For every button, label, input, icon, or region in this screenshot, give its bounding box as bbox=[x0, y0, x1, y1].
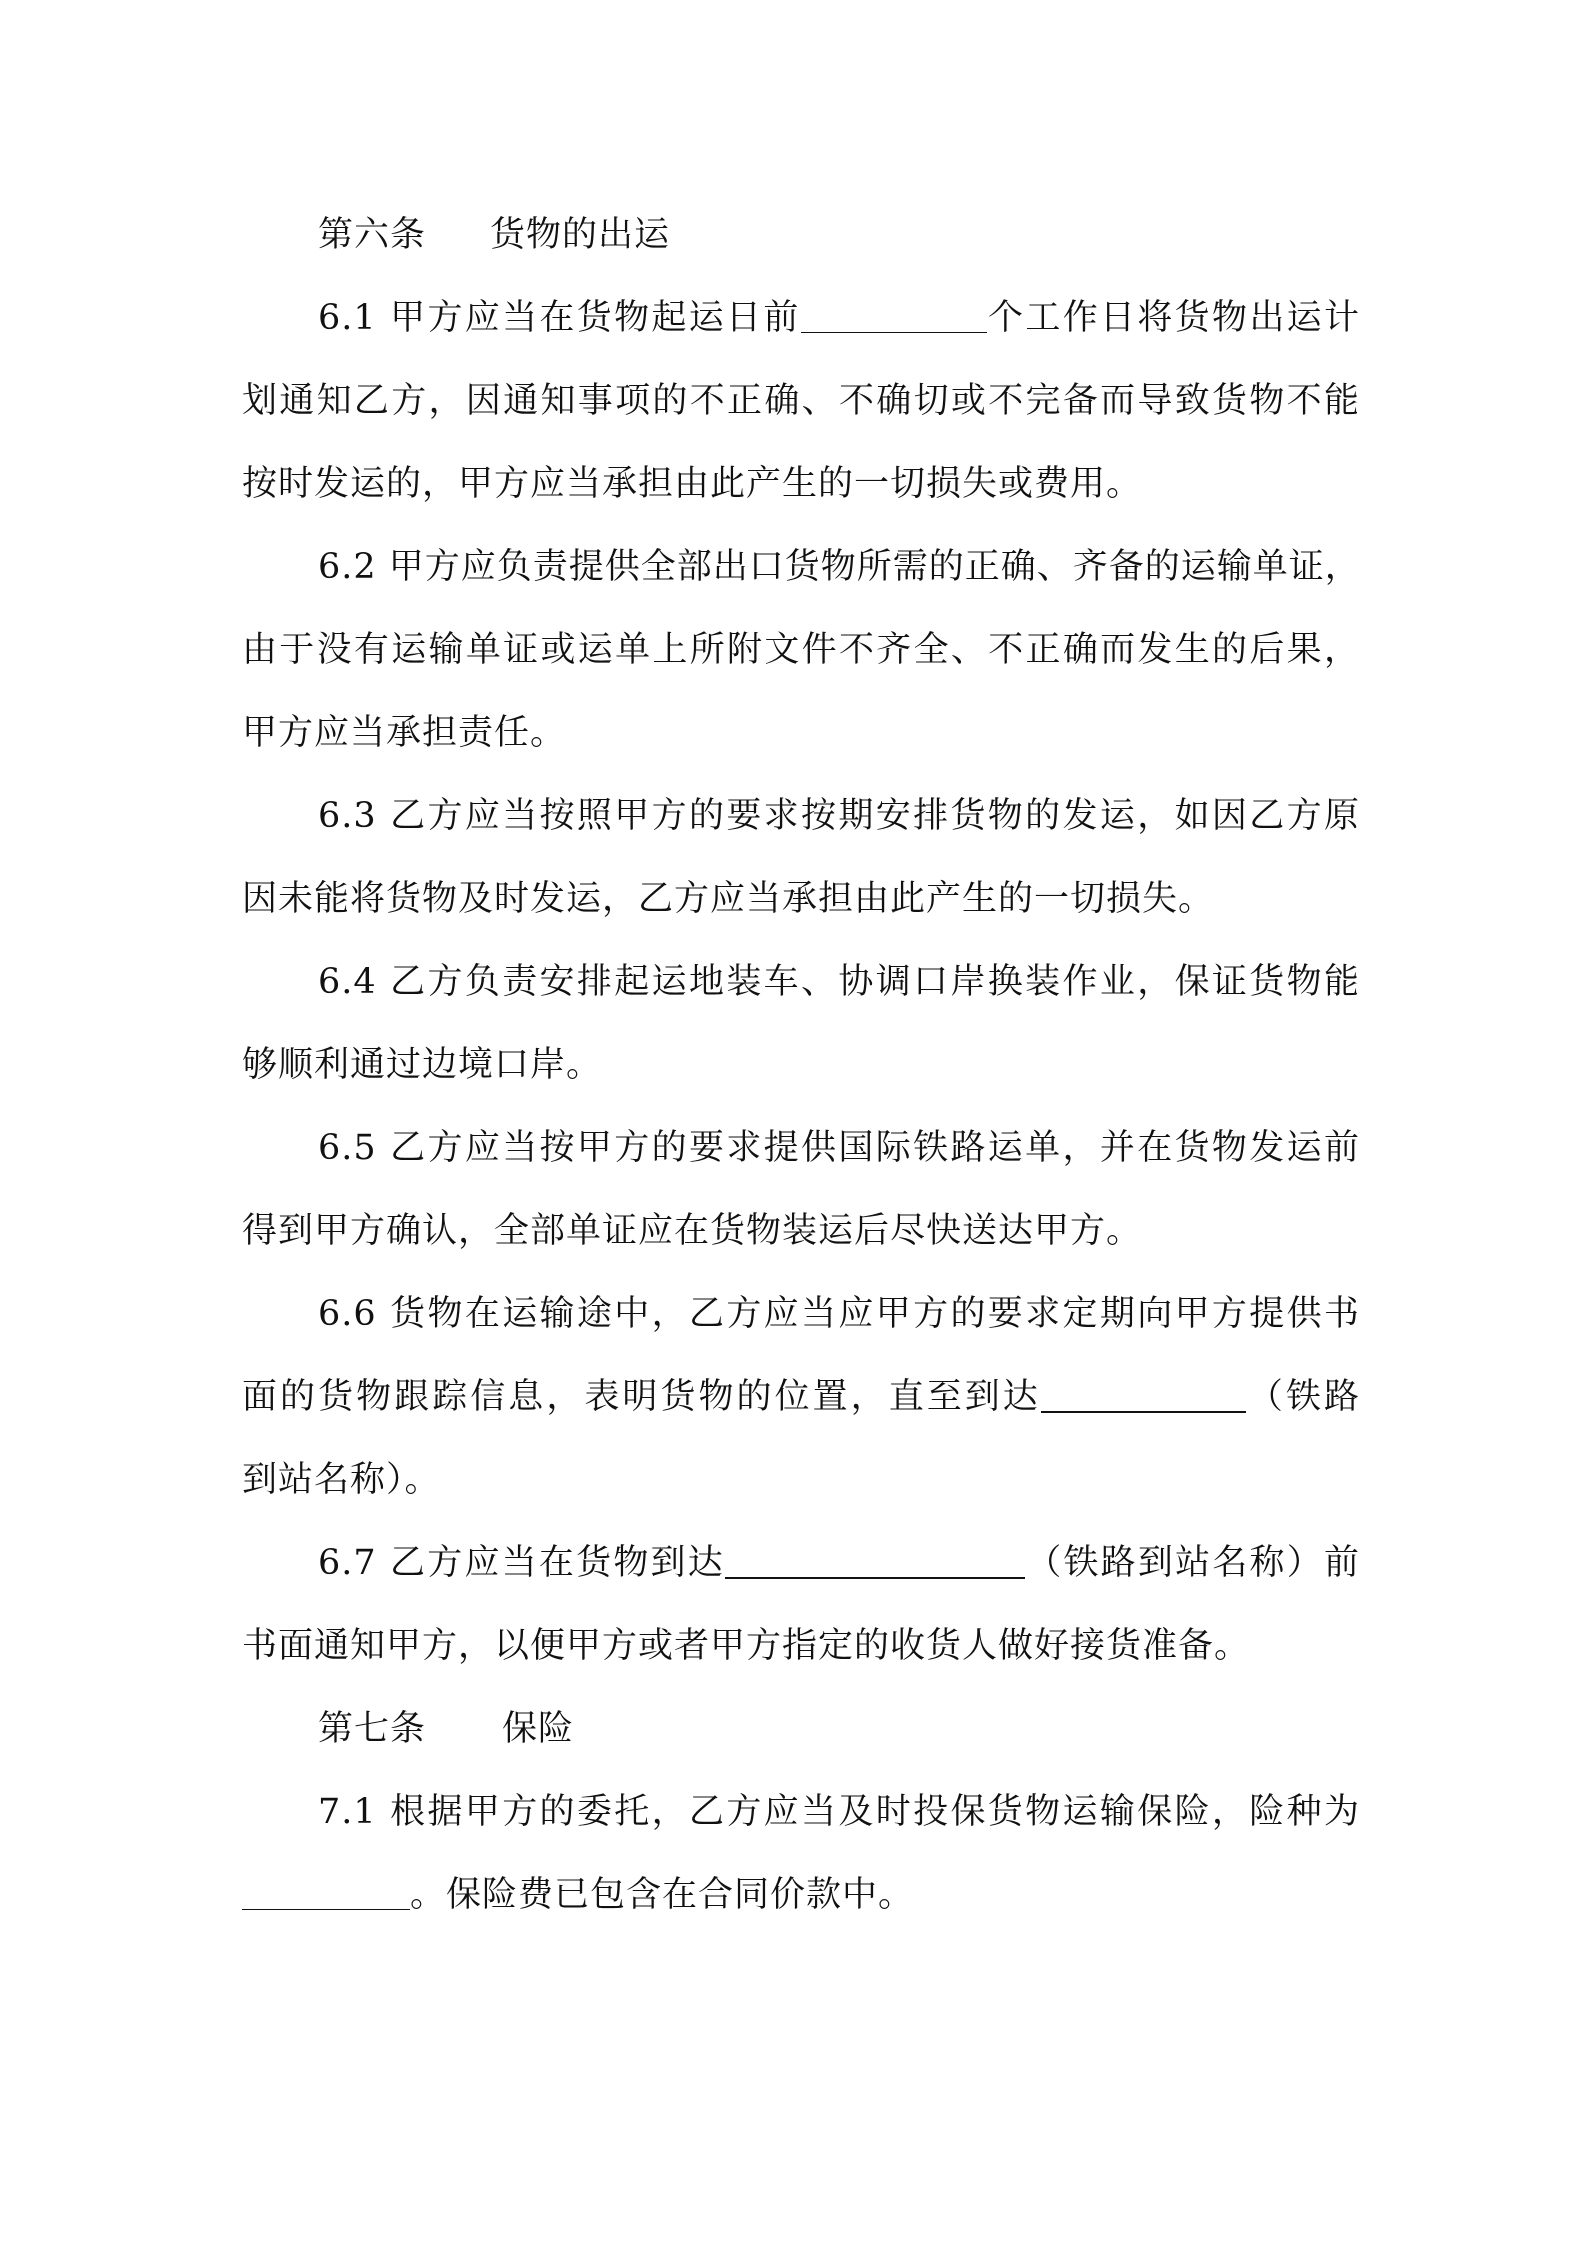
article-7-number: 第七条 bbox=[318, 1709, 427, 1749]
blank-destination-station[interactable] bbox=[1041, 1367, 1246, 1413]
clause-6-5-line-2: 得到甲方确认，全部单证应在货物装运后尽快送达甲方。 bbox=[242, 1211, 1143, 1251]
clause-6-2-line-2: 由于没有运输单证或运单上所附文件不齐全、不正确而发生的后果， bbox=[242, 630, 1360, 670]
article-6-title: 货物的出运 bbox=[490, 215, 671, 255]
clause-6-1-line-3: 按时发运的，甲方应当承担由此产生的一切损失或费用。 bbox=[242, 464, 1143, 504]
clause-6-3-line-2: 因未能将货物及时发运，乙方应当承担由此产生的一切损失。 bbox=[242, 879, 1215, 919]
clause-6-4-line-2: 够顺利通过边境口岸。 bbox=[242, 1045, 603, 1085]
article-7-heading bbox=[242, 1699, 1360, 1782]
clause-6-2-line-1: 6.2 甲方应负责提供全部出口货物所需的正确、齐备的运输单证， bbox=[318, 547, 1361, 587]
clause-6-4-line-1: 6.4 乙方负责安排起运地装车、协调口岸换装作业，保证货物能 bbox=[318, 962, 1360, 1002]
clause-6-7-line-2: 书面通知甲方，以便甲方或者甲方指定的收货人做好接货准备。 bbox=[242, 1626, 1251, 1666]
clause-6-7-line-1: 6.7 乙方应当在货物到达 （铁路到站名称）前 bbox=[242, 1533, 1360, 1616]
article-6-heading bbox=[242, 205, 1360, 288]
clause-6-6-line-3: 到站名称）。 bbox=[242, 1460, 441, 1500]
clause-6-1-line-1: 6.1 甲方应当在货物起运日前 个工作日将货物出运计 bbox=[242, 288, 1360, 371]
clause-6-6-line-2: 面的货物跟踪信息，表明货物的位置，直至到达 （铁路 bbox=[242, 1367, 1360, 1450]
clause-6-5-line-1: 6.5 乙方应当按甲方的要求提供国际铁路运单，并在货物发运前 bbox=[318, 1128, 1360, 1168]
article-7-title: 保险 bbox=[502, 1709, 575, 1749]
clause-7-1-line-1: 7.1 根据甲方的委托，乙方应当及时投保货物运输保险，险种为 bbox=[318, 1792, 1360, 1832]
blank-arrival-station[interactable] bbox=[725, 1533, 1025, 1579]
clause-6-6-line-1: 6.6 货物在运输途中，乙方应当应甲方的要求定期向甲方提供书 bbox=[318, 1294, 1360, 1334]
clause-6-2-line-3: 甲方应当承担责任。 bbox=[242, 713, 567, 753]
article-6-number: 第六条 bbox=[318, 215, 427, 255]
clause-7-1-line-2: 。保险费已包含在合同价款中。 bbox=[242, 1865, 1360, 1948]
clause-6-1-line-2: 划通知乙方，因通知事项的不正确、不确切或不完备而导致货物不能 bbox=[242, 381, 1360, 421]
blank-insurance-type[interactable] bbox=[242, 1865, 410, 1910]
contract-body bbox=[242, 205, 1360, 1948]
clause-6-3-line-1: 6.3 乙方应当按照甲方的要求按期安排货物的发运，如因乙方原 bbox=[318, 796, 1360, 836]
blank-working-days[interactable] bbox=[801, 288, 987, 333]
